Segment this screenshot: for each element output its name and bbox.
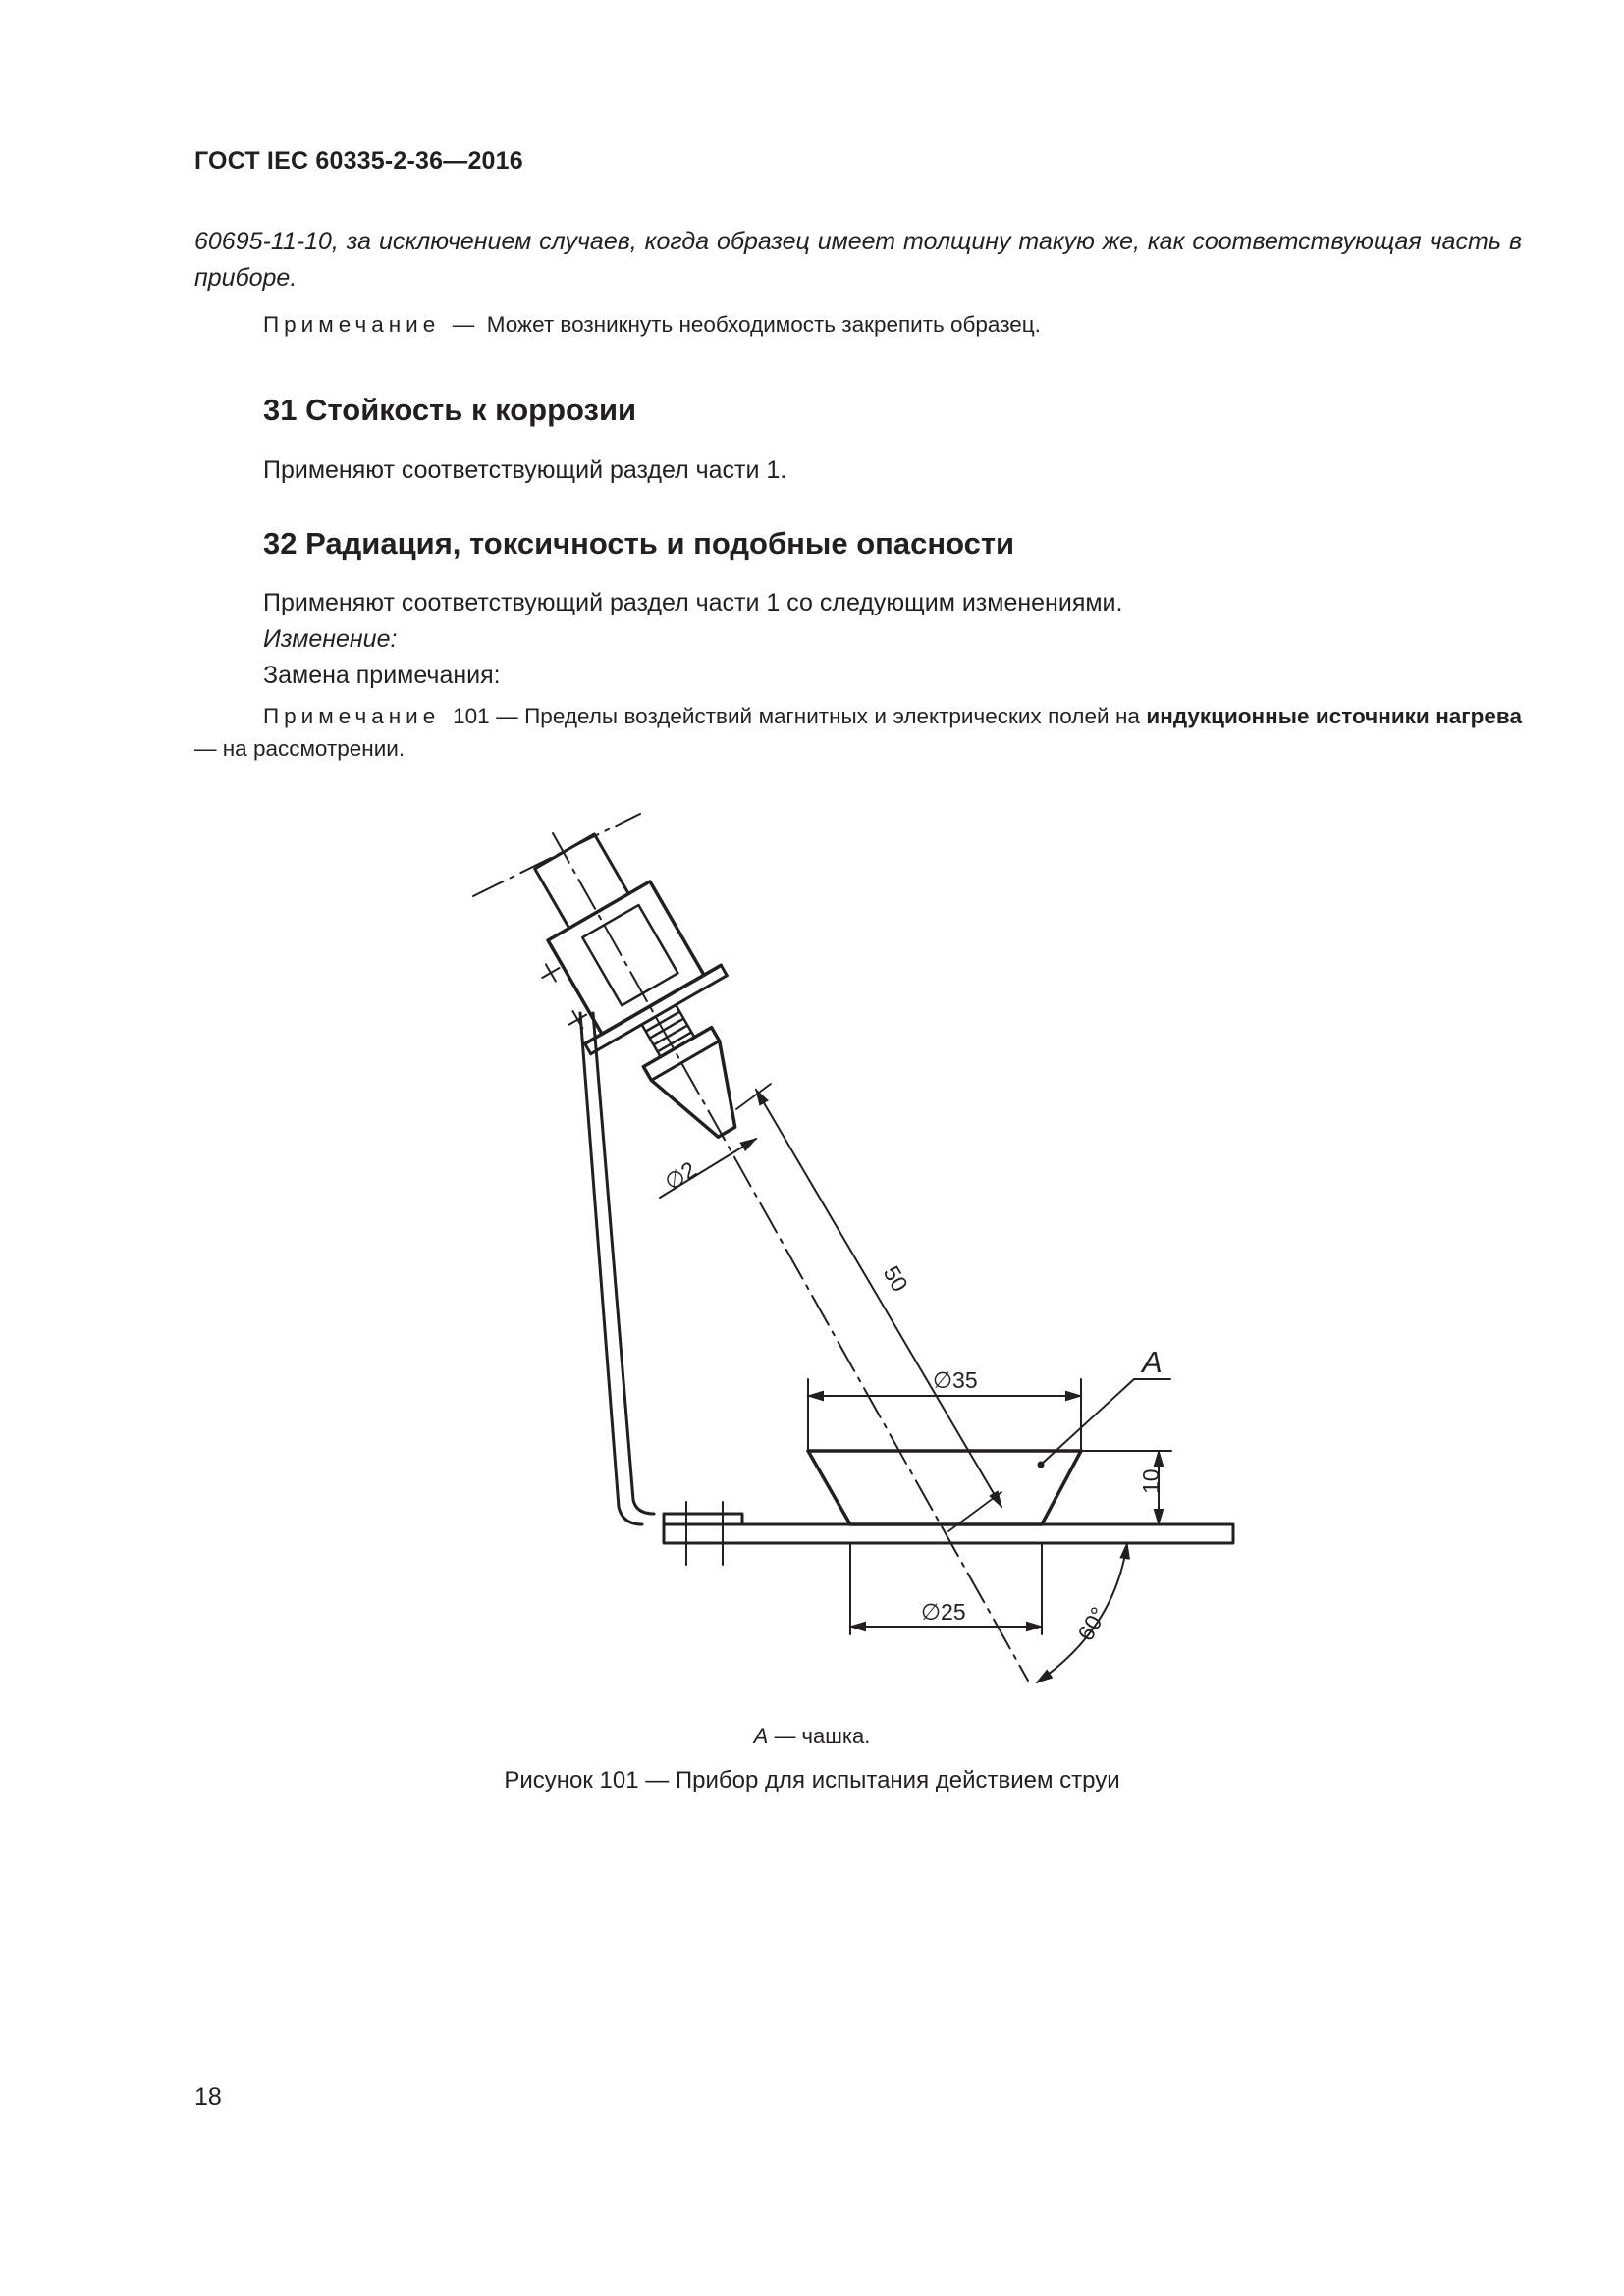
- note-101-bold-term: индукционные источники нагрева: [1146, 704, 1522, 728]
- note-label: Примечание: [263, 312, 441, 337]
- holder-body-inner: [582, 905, 677, 1005]
- note-paragraph: [263, 308, 1041, 341]
- nozzle-cone: [643, 1028, 760, 1152]
- page-number: 18: [194, 2083, 222, 2110]
- figure-legend: [0, 1724, 1624, 1749]
- holder-flange: [721, 965, 727, 975]
- leader-a-dot: [1038, 1462, 1045, 1468]
- legend-letter: A: [753, 1724, 769, 1748]
- note-101-paragraph: [194, 700, 1522, 765]
- holder-upper-sleeve: [535, 834, 629, 929]
- holder-flange: [585, 1043, 591, 1053]
- label-50: 50: [878, 1261, 913, 1297]
- jet-test-apparatus-drawing: [461, 785, 1247, 1708]
- label-d35: ∅35: [933, 1367, 978, 1393]
- legend-text: — чашка.: [774, 1724, 871, 1748]
- note-101-text-after: — на рассмотрении.: [194, 736, 406, 761]
- label-a: A: [1142, 1345, 1163, 1379]
- dim-60-arc: [1037, 1543, 1127, 1682]
- label-d25: ∅25: [921, 1599, 966, 1625]
- stand-arm-outer: [580, 1013, 642, 1524]
- figure-caption: Рисунок 101 — Прибор для испытания действием струи: [504, 1767, 1120, 1793]
- label-10: 10: [1138, 1468, 1164, 1494]
- section-32-heading: 32 Радиация, токсичность и подобные опасности: [263, 526, 1015, 561]
- intro-paragraph: 60695-11-10, за исключением случаев, когда образец имеет толщину такую же, как соответствующая часть в приборе.: [194, 228, 1522, 292]
- note-101-text-before: — Пределы воздействий магнитных и электрических полей на: [496, 704, 1140, 728]
- section-32-line-2: Изменение:: [263, 625, 398, 653]
- note-dash: —: [452, 312, 475, 337]
- label-60: 60°: [1072, 1602, 1112, 1645]
- nozzle-cone-edge: [651, 1041, 719, 1080]
- section-32-line-3: Замена примечания:: [263, 662, 501, 689]
- note-101-number: 101: [453, 704, 490, 728]
- thread: [642, 1005, 695, 1057]
- note-text: Может возникнуть необходимость закрепить образец.: [486, 312, 1041, 337]
- section-31-heading: 31 Стойкость к коррозии: [263, 393, 637, 427]
- stand-arm-inner: [593, 1013, 654, 1514]
- section-32-line-1: Применяют соответствующий раздел части 1 со следующим изменениями.: [263, 589, 1123, 616]
- label-d2: ∅2: [660, 1155, 701, 1196]
- note-101-label: Примечание: [263, 704, 441, 728]
- document-header: ГОСТ IEC 60335-2-36—2016: [194, 147, 523, 175]
- dim-50-line: [756, 1090, 1001, 1507]
- jet-axis-line: [553, 833, 1028, 1681]
- section-32-body: [263, 585, 1122, 694]
- section-31-text: Применяют соответствующий раздел части 1.: [263, 456, 787, 484]
- clamp-block: [664, 1514, 742, 1524]
- nozzle-holder: [493, 812, 794, 1173]
